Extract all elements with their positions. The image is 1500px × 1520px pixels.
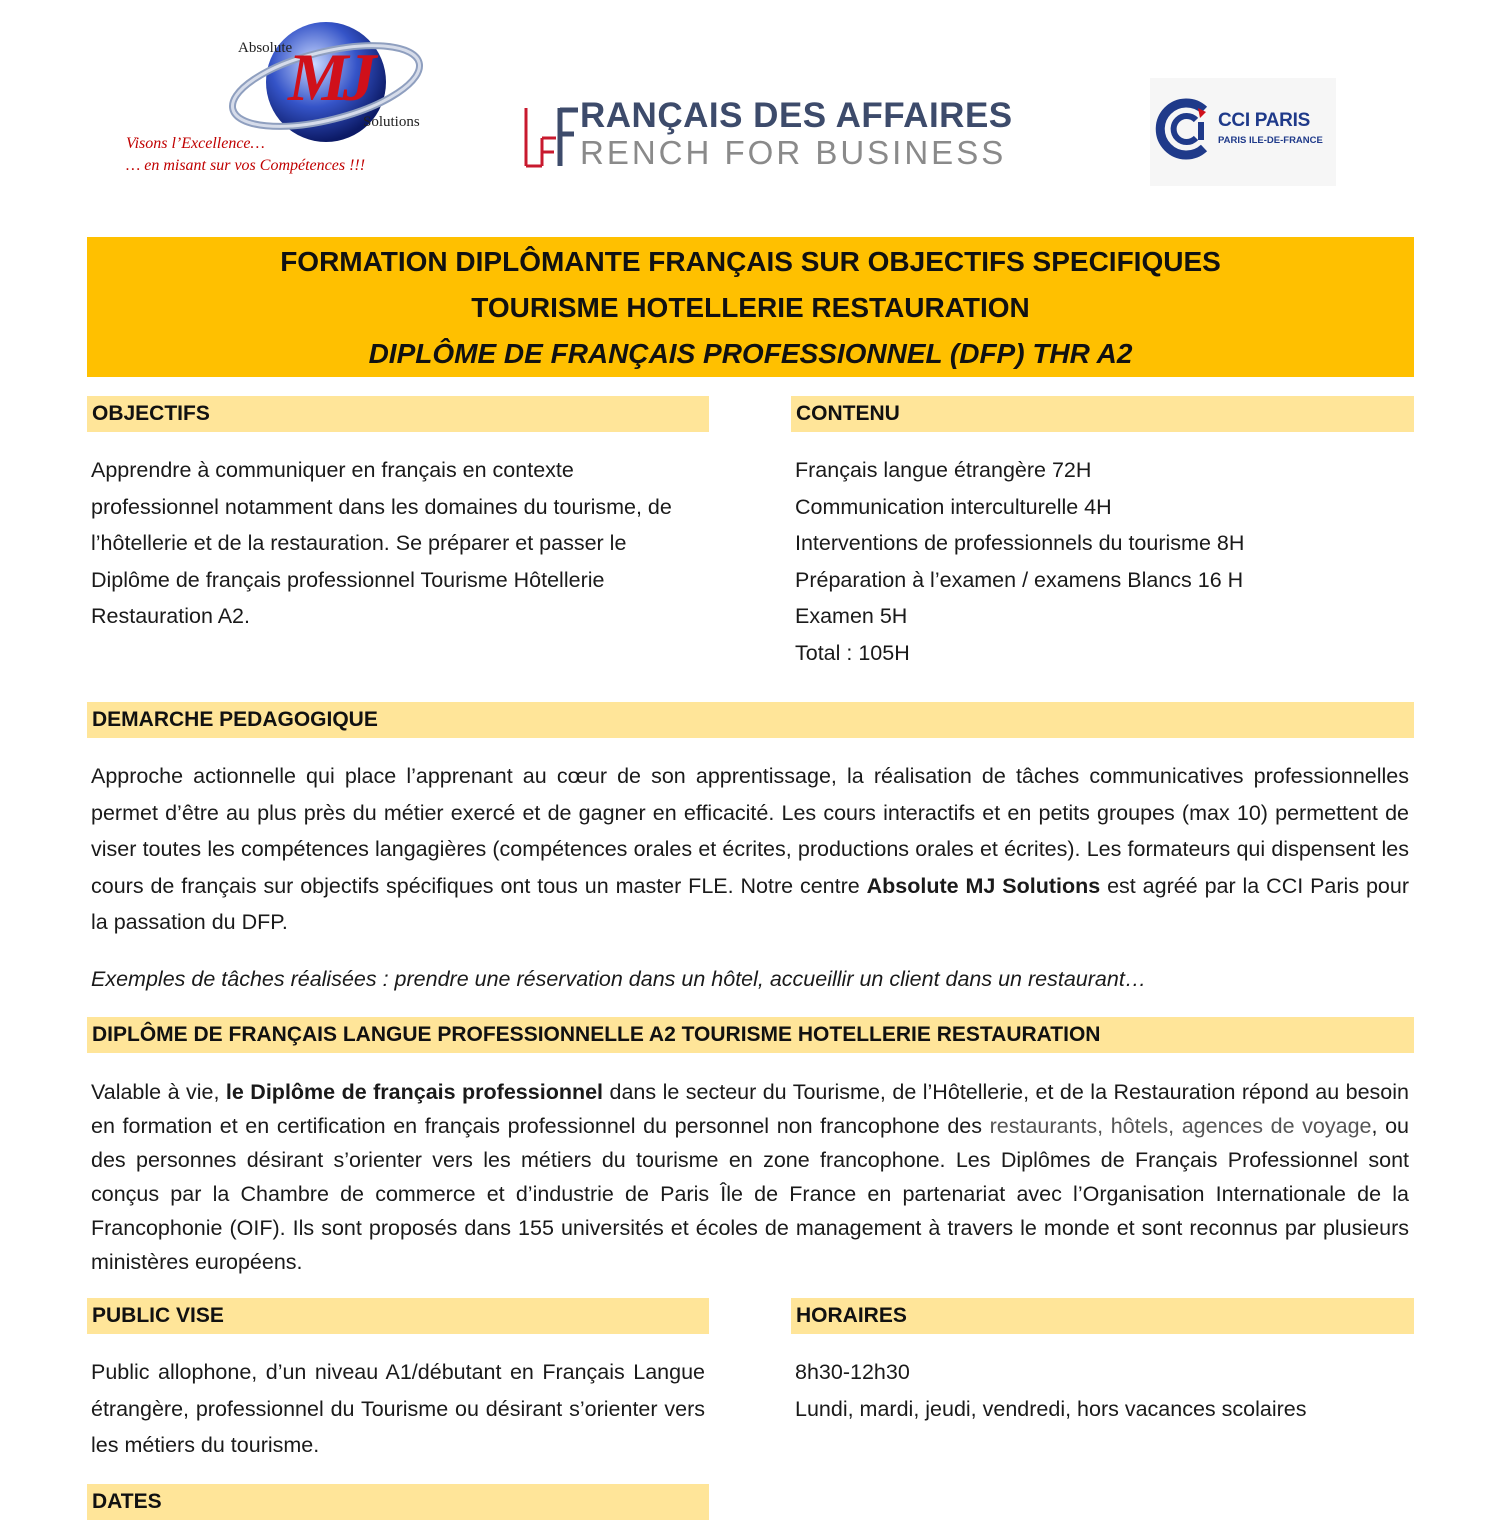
cci-name: CCI PARIS bbox=[1218, 110, 1310, 131]
banner-line-1: FORMATION DIPLÔMANTE FRANÇAIS SUR OBJECTIFS SPECIFIQUES bbox=[280, 246, 1221, 277]
contenu-item: Préparation à l’examen / examens Blancs 16 H bbox=[795, 567, 1244, 592]
banner-line-2: TOURISME HOTELLERIE RESTAURATION bbox=[471, 292, 1030, 323]
public-heading: PUBLIC VISE bbox=[87, 1298, 709, 1334]
demarche-text bbox=[91, 758, 1409, 941]
banner-line-3: DIPLÔME DE FRANÇAIS PROFESSIONNEL (DFP) THR A2 bbox=[368, 338, 1133, 369]
objectifs-heading: OBJECTIFS bbox=[87, 396, 709, 432]
demarche-text-part-1: Approche actionnelle qui place l’apprenant au cœur de son apprentissage, la réalisation de tâches communicatives professionnelles permet d’être au plus près du métier exercé et de gagner en efficacité. Les cours interactifs et en petits groupes (max 10) permettent de viser toutes les compétences langagières (compétences orales et écrites, productions orales et écrites). Les formateurs qui dispensent les cours de français sur objectifs spécifiques ont tous un master FLE. Notre centre bbox=[91, 764, 1409, 898]
title-banner bbox=[87, 237, 1414, 377]
diplome-text bbox=[91, 1075, 1409, 1279]
mj-logo-tagline-1: Visons l’Excellence… bbox=[126, 135, 265, 152]
contenu-item: Communication interculturelle 4H bbox=[795, 494, 1112, 519]
cci-paris-logo bbox=[1150, 78, 1336, 186]
cci-mark-icon bbox=[1154, 98, 1216, 160]
mj-logo-brand: Absolute bbox=[238, 40, 293, 56]
fda-line-2: RENCH FOR BUSINESS bbox=[580, 134, 1007, 171]
diplome-text-part-3: , ou des personnes désirant s’orienter vers les métiers du tourisme en zone francophone. Les Diplômes de Français Professionnel sont conçus par la Chambre de commerce et d’industrie de Paris Île de France en partenariat avec l’Organisation Internationale de la Francophonie (OIF). Ils sont proposés dans 155 universités et écoles de management à travers le monde et sont reconnus par plusieurs ministères européens. bbox=[91, 1114, 1410, 1274]
mj-logo-suffix: Solutions bbox=[363, 114, 420, 130]
mj-logo-tagline-2: … en misant sur vos Compétences !!! bbox=[126, 157, 366, 174]
francais-des-affaires-logo bbox=[520, 96, 1080, 176]
fda-mark-icon bbox=[520, 104, 580, 170]
fda-line-1: RANÇAIS DES AFFAIRES bbox=[580, 96, 1013, 135]
diplome-text-grey: restaurants, hôtels, agences de voyage bbox=[989, 1114, 1372, 1138]
contenu-heading: CONTENU bbox=[791, 396, 1414, 432]
contenu-list bbox=[795, 452, 1410, 672]
diplome-heading: DIPLÔME DE FRANÇAIS LANGUE PROFESSIONNELLE A2 TOURISME HOTELLERIE RESTAURATION bbox=[87, 1017, 1414, 1053]
diplome-text-part-2: dans le secteur du Tourisme, de l’Hôtellerie, et de la Restauration répond au besoin en formation et en certification en français professionnel du personnel non francophone des bbox=[91, 1080, 1409, 1138]
horaires-line-2: Lundi, mardi, jeudi, vendredi, hors vacances scolaires bbox=[795, 1396, 1307, 1421]
horaires-text bbox=[795, 1354, 1410, 1427]
demarche-heading: DEMARCHE PEDAGOGIQUE bbox=[87, 702, 1414, 738]
demarche-text-bold: Absolute MJ Solutions bbox=[866, 873, 1101, 898]
horaires-line-1: 8h30-12h30 bbox=[795, 1360, 910, 1384]
demarche-text-part-2: est agréé par la CCI Paris pour la passation du DFP. bbox=[91, 873, 1409, 935]
absolute-mj-solutions-logo bbox=[118, 10, 448, 182]
cci-sub: PARIS ILE-DE-FRANCE bbox=[1218, 135, 1323, 146]
horaires-heading: HORAIRES bbox=[791, 1298, 1414, 1334]
contenu-total: Total : 105H bbox=[795, 640, 910, 665]
contenu-item: Examen 5H bbox=[795, 604, 908, 629]
demarche-examples: Exemples de tâches réalisées : prendre une réservation dans un hôtel, accueillir un client dans un restaurant… bbox=[91, 967, 1147, 991]
dates-heading: DATES bbox=[87, 1484, 709, 1520]
contenu-item: Français langue étrangère 72H bbox=[795, 458, 1092, 482]
diplome-text-part-1: Valable à vie, bbox=[91, 1080, 226, 1104]
public-text: Public allophone, d’un niveau A1/débutant en Français Langue étrangère, professionnel du Tourisme ou désirant s’orienter vers les métiers du tourisme. bbox=[91, 1360, 705, 1458]
diplome-text-bold: le Diplôme de français professionnel bbox=[225, 1080, 604, 1104]
mj-logo-initials: MJ bbox=[288, 39, 371, 115]
contenu-item: Interventions de professionnels du tourisme 8H bbox=[795, 531, 1245, 556]
objectifs-text: Apprendre à communiquer en français en contexte professionnel notamment dans les domaines du tourisme, de l’hôtellerie et de la restauration. Se préparer et passer le Diplôme de français professionnel Tourisme Hôtellerie Restauration A2. bbox=[91, 458, 672, 629]
